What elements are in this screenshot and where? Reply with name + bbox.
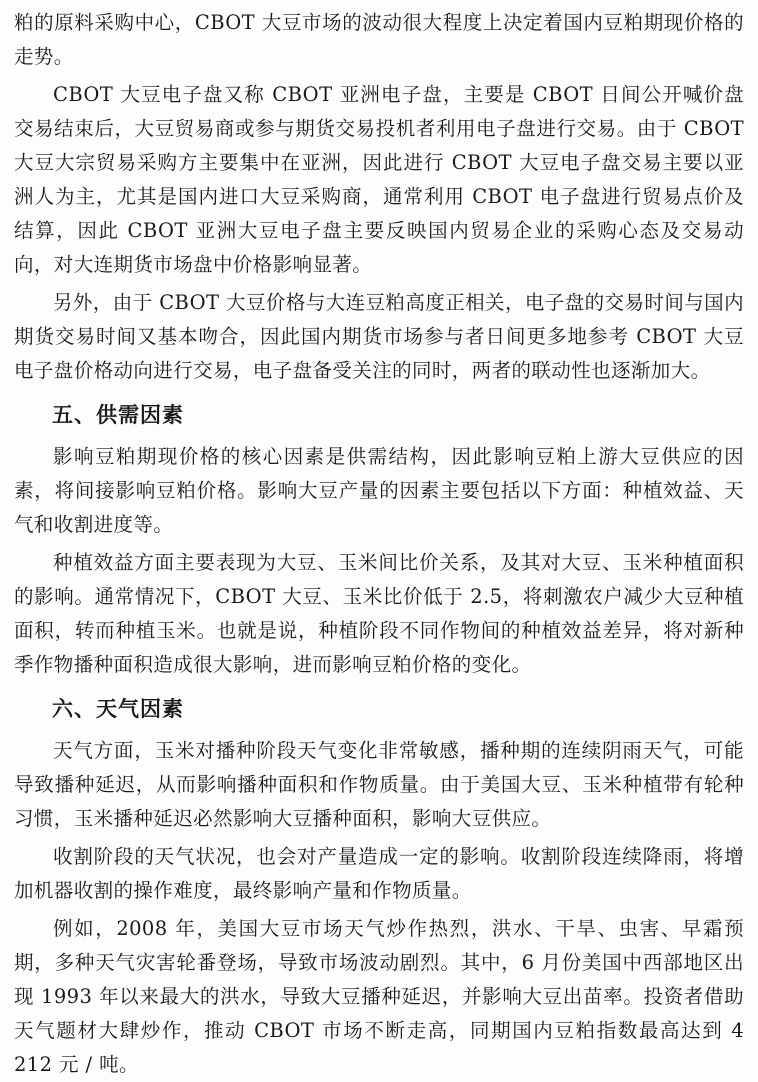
paragraph-continued: 粕的原料采购中心，CBOT 大豆市场的波动很大程度上决定着国内豆粕期现价格的走势。 <box>14 11 744 68</box>
paragraph-weather-harvest: 收割阶段的天气状况，也会对产量造成一定的影响。收割阶段连续降雨，将增加机器收割的操作难度，最终影响产量和作物质量。 <box>14 845 744 902</box>
paragraph-weather-planting: 天气方面，玉米对播种阶段天气变化非常敏感，播种期的连续阴雨天气，可能导致播种延迟，从而影响播种面积和作物质量。由于美国大豆、玉米种植带有轮种习惯，玉米播种延迟必然影响大豆播种面积，影响大豆供应。 <box>14 739 744 830</box>
paragraph-weather-example: 例如，2008 年，美国大豆市场天气炒作热烈，洪水、干旱、虫害、早霜预期，多种天气灾害轮番登场，导致市场波动剧烈。其中，6 月份美国中西部地区出现 1993 年以来最大的洪水，导致大豆播种延迟，并影响大豆出苗率。投资者借助天气题材大肆炒作，推动 CBOT 市场不断走高，同期国内豆粕指数最高达到 4 212 元 / 吨。 <box>14 917 744 1076</box>
paragraph-cbot-electronic: CBOT 大豆电子盘又称 CBOT 亚洲电子盘，主要是 CBOT 日间公开喊价盘交易结束后，大豆贸易商或参与期货交易投机者利用电子盘进行交易。由于 CBOT 大豆大宗贸易采购方主要集中在亚洲，因此进行 CBOT 大豆电子盘交易主要以亚洲人为主，尤其是国内进口大豆采购商，通常利用 CBOT 电子盘进行贸易点价及结算，因此 CBOT 亚洲大豆电子盘主要反映国内贸易企业的采购心态及交易动向，对大连期货市场盘中价格影响显著。 <box>14 83 744 276</box>
section-heading-weather: 六、天气因素 <box>52 697 184 721</box>
paragraph-correlation: 另外，由于 CBOT 大豆价格与大连豆粕高度正相关，电子盘的交易时间与国内期货交易时间又基本吻合，因此国内期货市场参与者日间更多地参考 CBOT 大豆电子盘价格动向进行交易，电子盘备受关注的同时，两者的联动性也逐渐加大。 <box>14 291 744 382</box>
paragraph-planting-benefit: 种植效益方面主要表现为大豆、玉米间比价关系，及其对大豆、玉米种植面积的影响。通常情况下，CBOT 大豆、玉米比价低于 2.5，将刺激农户减少大豆种植面积，转而种植玉米。也就是说，种植阶段不同作物间的种植效益差异，将对新种季作物播种面积造成很大影响，进而影响豆粕价格的变化。 <box>14 551 744 676</box>
section-heading-supply-demand: 五、供需因素 <box>52 403 184 427</box>
paragraph-supply-core: 影响豆粕期现价格的核心因素是供需结构，因此影响豆粕上游大豆供应的因素，将间接影响豆粕价格。影响大豆产量的因素主要包括以下方面：种植效益、天气和收割进度等。 <box>14 445 744 536</box>
